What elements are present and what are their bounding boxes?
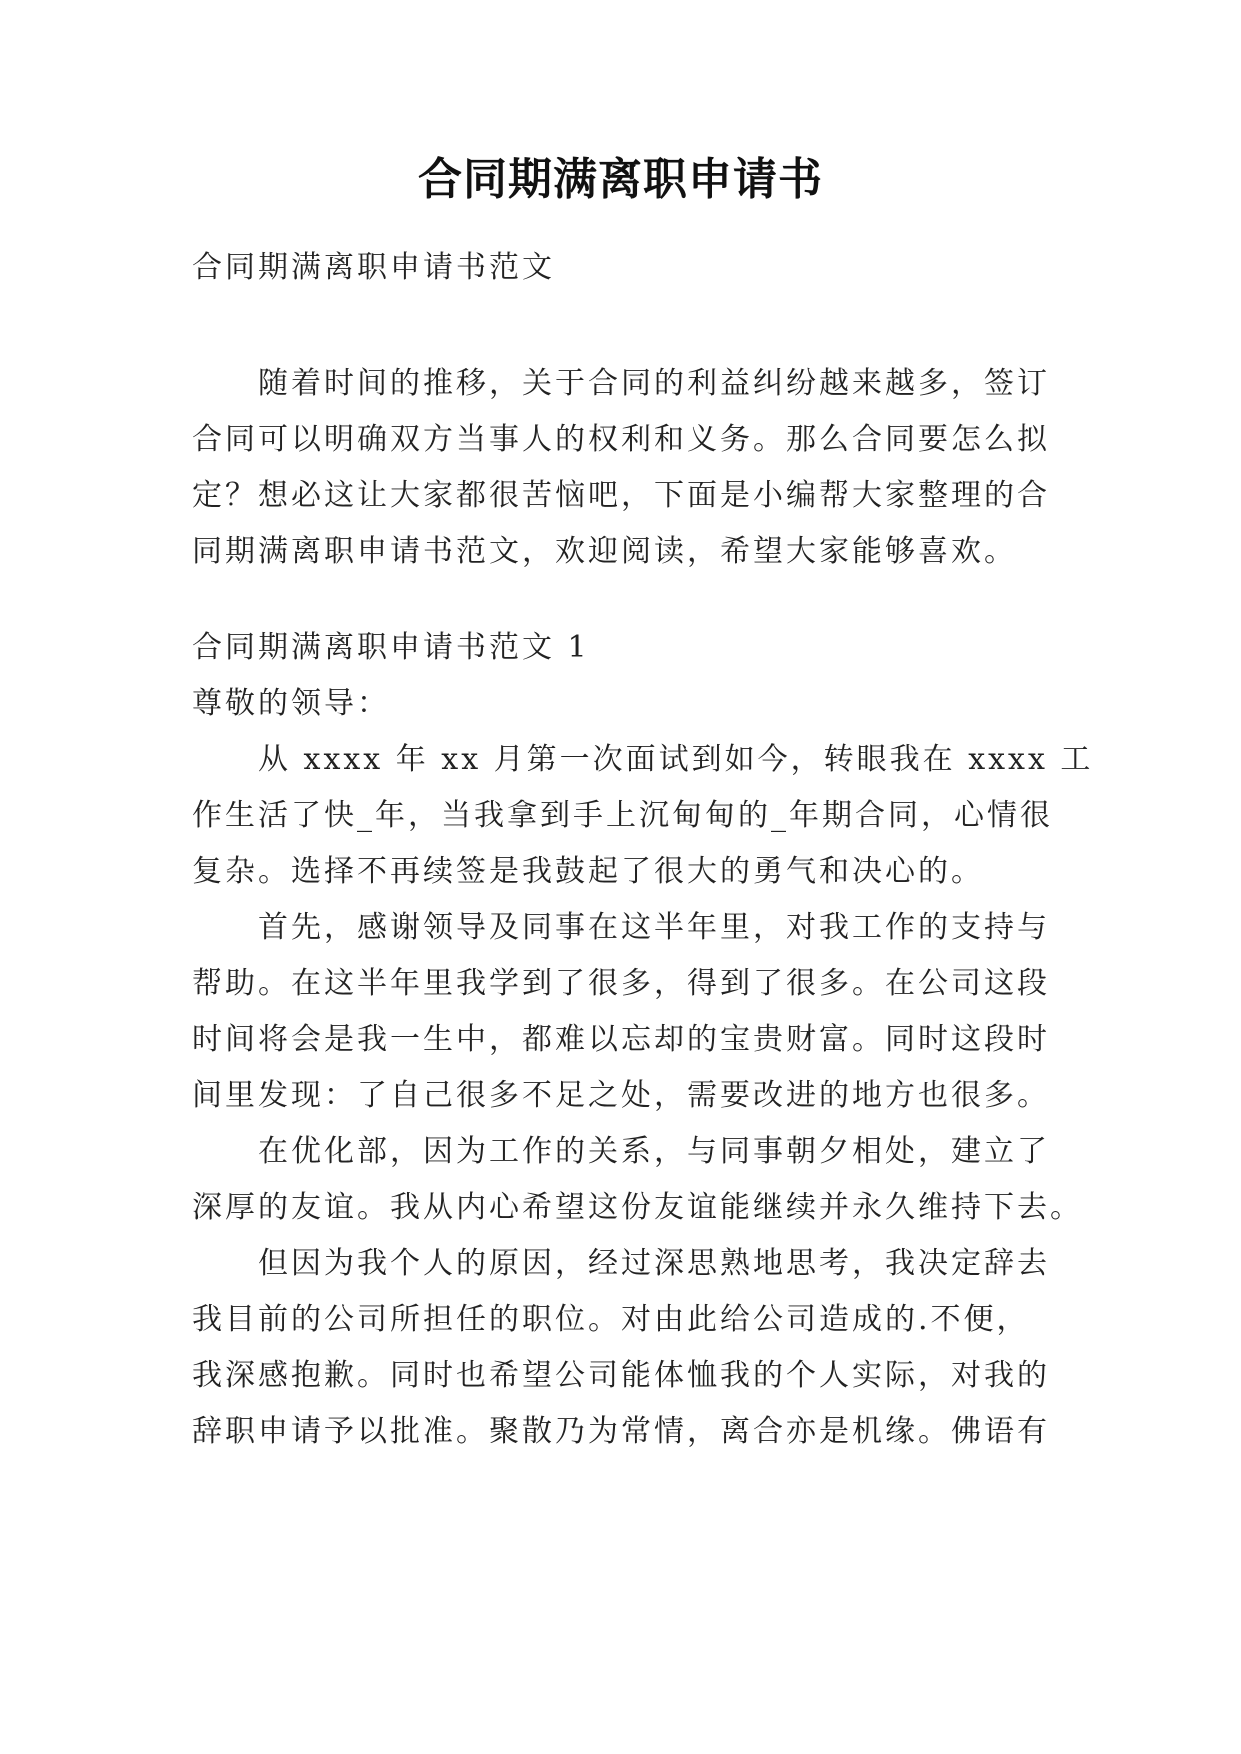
paragraph-line: 首先，感谢领导及同事在这半年里，对我工作的支持与 (258, 910, 1050, 945)
subtitle-block (192, 240, 1058, 296)
paragraph-line: 深厚的友谊。我从内心希望这份友谊能继续并永久维持下去。 (192, 1190, 1083, 1225)
intro-paragraph (192, 356, 1058, 580)
paragraph-line: 我深感抱歉。同时也希望公司能体恤我的个人实际，对我的 (192, 1358, 1050, 1393)
section-heading: 合同期满离职申请书范文 1 (192, 630, 590, 665)
document-title: 合同期满离职申请书 (418, 154, 823, 205)
intro-line: 合同可以明确双方当事人的权利和义务。那么合同要怎么拟 (192, 422, 1050, 457)
intro-line: 同期满离职申请书范文，欢迎阅读，希望大家能够喜欢。 (192, 534, 1017, 569)
paragraph-line: 我目前的公司所担任的职位。对由此给公司造成的.不便， (192, 1302, 1030, 1337)
intro-line: 随着时间的推移，关于合同的利益纠纷越来越多，签订 (258, 366, 1050, 401)
paragraph-line: 复杂。选择不再续签是我鼓起了很大的勇气和决心的。 (192, 854, 984, 889)
paragraph-line: 从 xxxx 年 xx 月第一次面试到如今，转眼我在 xxxx 工 (258, 742, 1094, 777)
paragraph-line: 时间将会是我一生中，都难以忘却的宝贵财富。同时这段时 (192, 1022, 1050, 1057)
paragraph-line: 在优化部，因为工作的关系，与同事朝夕相处，建立了 (258, 1134, 1050, 1169)
paragraph-line: 作生活了快_年，当我拿到手上沉甸甸的_年期合同，心情很 (192, 798, 1053, 833)
paragraph-line: 帮助。在这半年里我学到了很多，得到了很多。在公司这段 (192, 966, 1050, 1001)
letter-body (192, 620, 1094, 1460)
paragraph-line: 间里发现：了自己很多不足之处，需要改进的地方也很多。 (192, 1078, 1050, 1113)
paragraph-line: 但因为我个人的原因，经过深思熟地思考，我决定辞去 (258, 1246, 1050, 1281)
intro-line: 定？想必这让大家都很苦恼吧，下面是小编帮大家整理的合 (192, 478, 1050, 513)
salutation: 尊敬的领导： (192, 686, 390, 721)
document-subtitle: 合同期满离职申请书范文 (192, 250, 555, 285)
paragraph-line: 辞职申请予以批准。聚散乃为常情，离合亦是机缘。佛语有 (192, 1414, 1050, 1449)
